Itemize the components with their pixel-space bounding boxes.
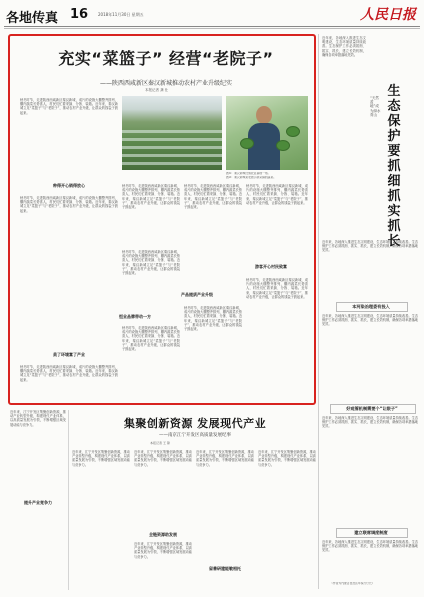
page-header xyxy=(0,0,424,28)
farmer-with-vegetables-photo xyxy=(226,96,308,170)
side-author-note: （作者为内蒙古自治区环保厅厅长） xyxy=(330,582,375,585)
lead-article-subtitle: ——陕西西咸新区秦汉新城推动农村产业升级纪实 xyxy=(99,80,232,87)
greenhouse-fields-photo xyxy=(122,96,222,170)
header-rule-thin xyxy=(4,28,420,29)
lead-body-col-1b: 秋冬时节，走进陕西西咸新区秦汉新城，成片的设施大棚整齐排列，棚内蔬菜长势喜人，村民们忙着采摘、分拣、装箱。近年来，秦汉新城立足“菜篮子”与“老院子”，推动农村产业升级，让群众的钱袋子鼓起来。 xyxy=(20,196,118,213)
lead-body-col-4: 秋冬时节，走进陕西西咸新区秦汉新城，成片的设施大棚整齐排列，棚内蔬菜长势喜人，村民们忙着采摘、分拣、装箱。近年来，秦汉新城立足“菜篮子”与“老院子”，推动农村产业升级，让群众的钱袋子鼓起来。 xyxy=(246,184,308,205)
side-subhead-2: 好观管机制需要个“让限子” xyxy=(346,406,398,411)
side-article-title: 生态保护要抓细抓实抓长 xyxy=(387,84,401,249)
lead-body-col-3: 秋冬时节，走进陕西西咸新区秦汉新城，成片的设施大棚整齐排列，棚内蔬菜长势喜人，村民们忙着采摘、分拣、装箱。近年来，秦汉新城立足“菜篮子”与“老院子”，推动农村产业升级，让群众的钱袋子鼓起来。 xyxy=(184,184,242,210)
issue-date: 2018年11月30日 星期五 xyxy=(98,12,144,17)
lead-body-col-1c: 秋冬时节，走进陕西西咸新区秦汉新城，成片的设施大棚整齐排列，棚内蔬菜长势喜人，村民们忙着采摘、分拣、装箱。近年来，秦汉新城立足“菜篮子”与“老院子”，推动农村产业升级，让群众的钱袋子鼓起来。 xyxy=(20,365,118,382)
lower-subhead-1: 提升产业竞争力 xyxy=(24,500,52,505)
lower-subhead-3: 留善研建能敏相托 xyxy=(209,566,241,571)
right-column-divider xyxy=(318,34,319,589)
lower-body-col-2b: 近年来，江宁开发区集聚创新资源，推动产业转型升级，构建现代产业体系，以高质量发展为引领，不断增强区域发展动能与竞争力。 xyxy=(134,542,192,559)
lead-byline: 本报记者 龚 仕 xyxy=(145,88,169,92)
photo-caption-2: 图②：秦汉新城菜农展示新采摘的蔬菜。 xyxy=(226,176,277,179)
side-body-low: 近年来，各地深入推进生态文明建设，生态环境质量持续改善。生态保护工作必须抓细、抓实、抓长，建立长效机制，确保各项举措落地见效。 xyxy=(322,314,418,327)
side-subhead-3: 建立联席调度制度 xyxy=(354,530,388,535)
lower-byline: 本报记者 王 锦 xyxy=(150,441,170,445)
lead-subhead-2: 美了环境富了产业 xyxy=(53,352,85,357)
lead-body-col-1: 秋冬时节，走进陕西西咸新区秦汉新城，成片的设施大棚整齐排列，棚内蔬菜长势喜人，村民们忙着采摘、分拣、装箱。近年来，秦汉新城立足“菜篮子”与“老院子”，推动农村产业升级，让群众的钱袋子鼓起来。 xyxy=(20,98,118,115)
side-article-kicker: “天然盆地”成为绿水青山 xyxy=(370,96,381,117)
lower-body-col-1: 近年来，江宁开发区集聚创新资源，推动产业转型升级，构建现代产业体系，以高质量发展为引领，不断增强区域发展动能与竞争力。 xyxy=(72,450,130,467)
lead-subhead-3: 恒业品牌带动一方 xyxy=(119,314,151,319)
newspaper-masthead-logo: 人民日报 xyxy=(360,7,416,23)
lead-body-col-2c: 秋冬时节，走进陕西西咸新区秦汉新城，成片的设施大棚整齐排列，棚内蔬菜长势喜人，村民们忙着采摘、分拣、装箱。近年来，秦汉新城立足“菜篮子”与“老院子”，推动农村产业升级，让群众的钱袋子鼓起来。 xyxy=(122,326,180,352)
header-rule xyxy=(4,26,420,27)
lead-subhead-1: 种得开心销得放心 xyxy=(53,183,85,188)
side-body-bottom: 近年来，各地深入推进生态文明建设，生态环境质量持续改善。生态保护工作必须抓细、抓实、抓长，建立长效机制，确保各项举措落地见效。 xyxy=(322,416,418,429)
lower-article-title: 集聚创新资源 发展现代产业 xyxy=(123,417,267,430)
side-body-mid: 近年来，各地深入推进生态文明建设，生态环境质量持续改善。生态保护工作必须抓细、抓实、抓长，建立长效机制，确保各项举措落地见效。 xyxy=(322,240,418,253)
lower-col-rule-1 xyxy=(68,410,69,590)
page-number: 16 xyxy=(70,7,89,22)
lower-body-col-2: 近年来，江宁开发区集聚创新资源，推动产业转型升级，构建现代产业体系，以高质量发展为引领，不断增强区域发展动能与竞争力。 xyxy=(134,450,192,467)
photo-caption-1: 图①：秦汉新城设施农业基地一角。 xyxy=(226,172,271,175)
lead-article-title: 充实“菜篮子” 经营“老院子” xyxy=(58,49,274,68)
section-name: 各地传真 xyxy=(6,11,59,26)
lower-body-col-3: 近年来，江宁开发区集聚创新资源，推动产业转型升级，构建现代产业体系，以高质量发展为引领，不断增强区域发展动能与竞争力。 xyxy=(196,450,254,467)
lower-article-subtitle: ——南京江宁开发区高质量发展纪事 xyxy=(159,433,231,438)
lead-subhead-4: 产品提质产业升级 xyxy=(181,292,213,297)
lower-subhead-2: 全链资源助发展 xyxy=(149,532,177,537)
lead-body-col-2: 秋冬时节，走进陕西西咸新区秦汉新城，成片的设施大棚整齐排列，棚内蔬菜长势喜人，村民们忙着采摘、分拣、装箱。近年来，秦汉新城立足“菜篮子”与“老院子”，推动农村产业升级，让群众的钱袋子鼓起来。 xyxy=(122,184,180,210)
lead-body-col-2b: 秋冬时节，走进陕西西咸新区秦汉新城，成片的设施大棚整齐排列，棚内蔬菜长势喜人，村民们忙着采摘、分拣、装箱。近年来，秦汉新城立足“菜篮子”与“老院子”，推动农村产业升级，让群众的钱袋子鼓起来。 xyxy=(122,250,180,276)
lower-left-column: 近年来，江宁开发区集聚创新资源，推动产业转型升级，构建现代产业体系，以高质量发展为引领，不断增强区域发展动能与竞争力。 xyxy=(10,410,66,427)
side-body-top: 近年来，各地深入推进生态文明建设，生态环境质量持续改善。生态保护工作必须抓细、抓实、抓长，建立长效机制，确保各项举措落地见效。 xyxy=(322,36,366,57)
side-subhead-1: 本河染治理委有投入 xyxy=(352,304,390,309)
lead-subhead-5: 游客开心村民致富 xyxy=(255,264,287,269)
side-body-end: 近年来，各地深入推进生态文明建设，生态环境质量持续改善。生态保护工作必须抓细、抓实、抓长，建立长效机制，确保各项举措落地见效。 xyxy=(322,540,418,553)
lead-body-col-3b: 秋冬时节，走进陕西西咸新区秦汉新城，成片的设施大棚整齐排列，棚内蔬菜长势喜人，村民们忙着采摘、分拣、装箱。近年来，秦汉新城立足“菜篮子”与“老院子”，推动农村产业升级，让群众的钱袋子鼓起来。 xyxy=(184,306,242,332)
lower-body-col-4: 近年来，江宁开发区集聚创新资源，推动产业转型升级，构建现代产业体系，以高质量发展为引领，不断增强区域发展动能与竞争力。 xyxy=(258,450,316,467)
lead-body-col-4b: 秋冬时节，走进陕西西咸新区秦汉新城，成片的设施大棚整齐排列，棚内蔬菜长势喜人，村民们忙着采摘、分拣、装箱。近年来，秦汉新城立足“菜篮子”与“老院子”，推动农村产业升级，让群众的钱袋子鼓起来。 xyxy=(246,278,308,299)
